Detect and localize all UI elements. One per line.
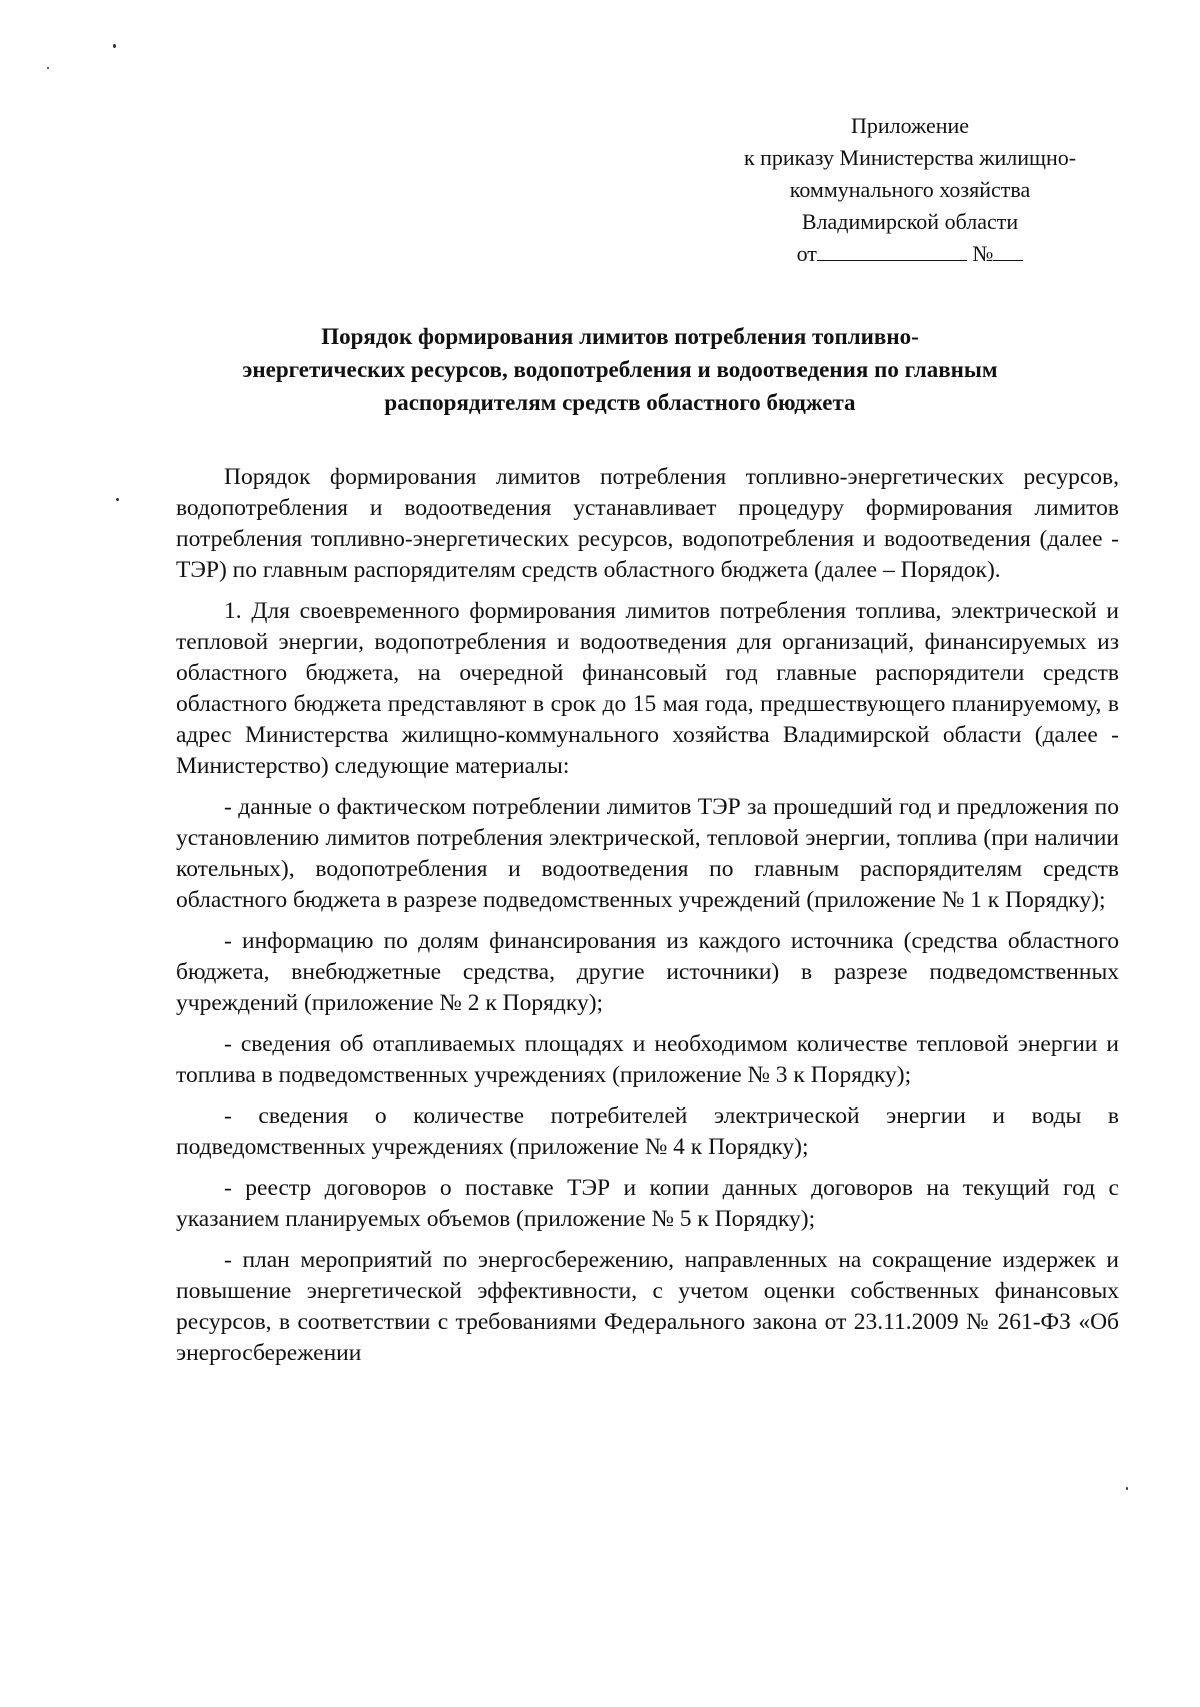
appendix-order-line: к приказу Министерства жилищно- <box>743 145 1077 170</box>
bullet-paragraph-2: - информацию по долям финансирования из каждого источника (средства областного бюджета, внебюджетные средства, другие источники) в разрезе подведомственных учреждений (приложение № 2 к Порядку); <box>176 928 1119 1016</box>
bullet-paragraph-3: - сведения об отапливаемых площадях и необходимом количестве тепловой энергии и топлива в подведомственных учреждениях (приложение № 3 к Порядку); <box>176 1031 1119 1088</box>
appendix-title: Приложение <box>850 113 970 138</box>
appendix-header <box>700 110 1120 270</box>
title-line-1: Порядок формирования лимитов потребления топливно- <box>321 324 919 349</box>
title-line-3: распорядителям средств областного бюджета <box>384 390 856 415</box>
bullet-paragraph-5: - реестр договоров о поставке ТЭР и копии данных договоров на текущий год с указанием планируемых объемов (приложение № 5 к Порядку); <box>176 1175 1119 1232</box>
scan-speck <box>116 498 119 501</box>
bullet-paragraph-4: - сведения о количестве потребителей электрической энергии и воды в подведомственных учреждениях (приложение № 4 к Порядку); <box>176 1103 1119 1160</box>
date-blank <box>817 242 967 261</box>
appendix-ministry-line: коммунального хозяйства <box>789 177 1031 202</box>
scan-speck <box>1126 1487 1128 1490</box>
intro-paragraph: Порядок формирования лимитов потребления топливно-энергетических ресурсов, водопотребления и водоотведения устанавливает процедуру формирования лимитов потребления топливно-энергетических ресурсов, водопотребления и водоотведения (далее - ТЭР) по главным распорядителям средств областного бюджета (далее – Порядок). <box>176 464 1119 583</box>
scan-speck <box>47 67 49 69</box>
item-1-paragraph: 1. Для своевременного формирования лимитов потребления топлива, электрической и тепловой энергии, водопотребления и водоотведения для организаций, финансируемых из областного бюджета, на очередной финансовый год главные распорядители средств областного бюджета представляют в срок до 15 мая года, предшествующего планируемому, в адрес Министерства жилищно-коммунального хозяйства Владимирской области (далее - Министерство) следующие материалы: <box>176 598 1119 779</box>
appendix-region-line: Владимирской области <box>801 209 1019 234</box>
document-title <box>160 320 1080 419</box>
number-blank <box>993 242 1023 261</box>
bullet-paragraph-1: - данные о фактическом потреблении лимитов ТЭР за прошедший год и предложения по установлению лимитов потребления электрической, тепловой энергии, топлива (при наличии котельных), водопотребления и водоотведения по главным распорядителям средств областного бюджета в разрезе подведомственных учреждений (приложение № 1 к Порядку); <box>176 794 1119 913</box>
scan-speck <box>113 44 116 48</box>
appendix-date-number-line <box>700 238 1120 270</box>
number-sign: № <box>972 241 994 266</box>
bullet-paragraph-6: - план мероприятий по энергосбережению, направленных на сокращение издержек и повышение энергетической эффективности, с учетом оценки собственных финансовых ресурсов, в соответствии с требованиями Федерального закона от 23.11.2009 № 261-ФЗ «Об энергосбережении <box>176 1247 1119 1366</box>
title-line-2: энергетических ресурсов, водопотребления и водоотведения по главным <box>242 357 998 382</box>
document-body <box>176 462 1119 1379</box>
date-prefix: от <box>796 241 817 266</box>
